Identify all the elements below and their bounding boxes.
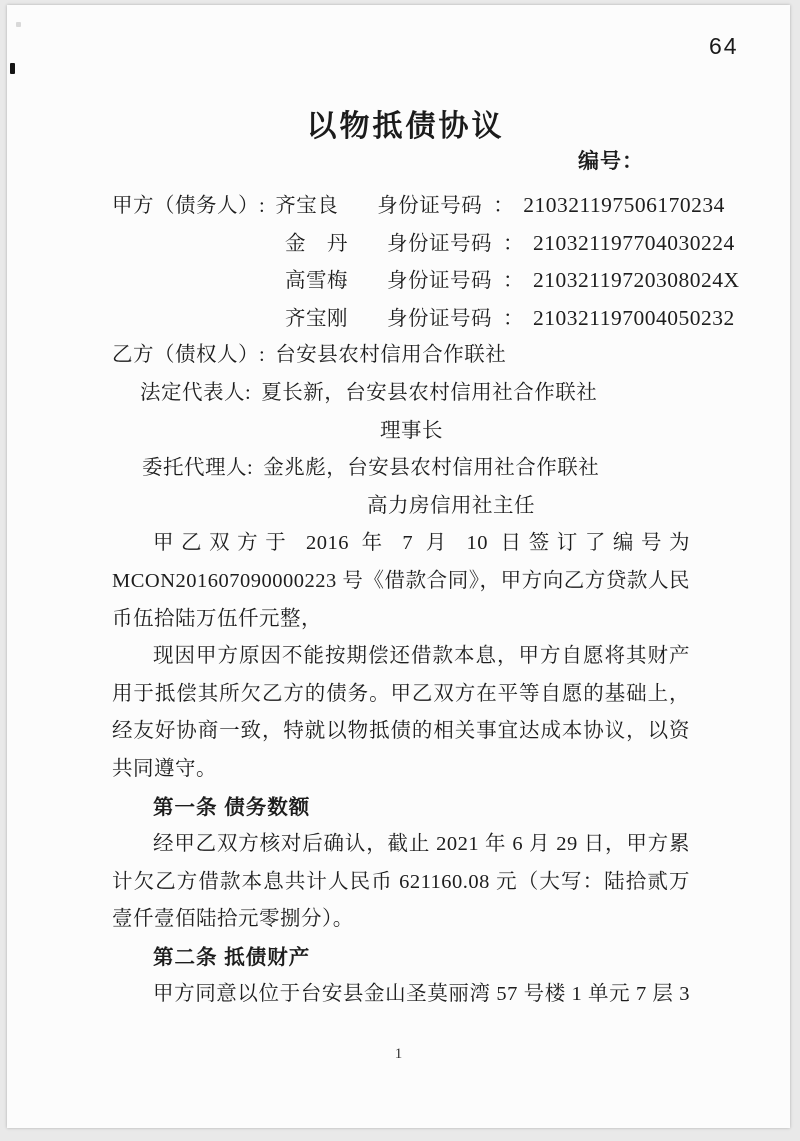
paragraph-line: 甲乙双方于 2016 年 7 月 10 日签订了编号为 [153,532,690,555]
agent-title-row [112,488,690,526]
party-b-row [112,337,690,375]
footer-page-number: 1 [394,1046,403,1062]
id-colon: ： [503,307,524,330]
paragraph-line: MCON201607090000223 号《借款合同》，甲方向乙方贷款人民 [112,569,690,592]
party-b-name: 台安县农村信用合作联社 [275,344,507,367]
debtor-name: 齐宝良 [275,195,339,217]
serial-number-label: 编号： [578,150,644,173]
debtor-name: 高雪梅 [285,270,348,293]
paragraph-line: 甲方同意以位于台安县金山圣莫丽湾 57 号楼 1 单元 7 层 3 [153,983,690,1006]
legal-rep-text: 夏长新，台安县农村信用社合作联社 [261,381,598,404]
id-colon: ： [503,270,524,293]
paragraph-line: 现因甲方原因不能按期偿还借款本息，甲方自愿将其财产 [153,645,690,668]
paragraph-line: 经友好协商一致，特就以物抵债的相关事宜达成本协议，以资 [112,720,690,743]
party-a-row [112,225,735,263]
agent-row [112,450,690,488]
paragraph-line: 用于抵偿其所欠乙方的债务。甲乙双方在平等自愿的基础上， [112,682,690,705]
agent-text: 金兆彪，台安县农村信用社合作联社 [263,457,600,480]
legal-rep-row [112,375,690,413]
article-2-heading: 第二条 抵债财产 [153,945,311,969]
article-1-heading: 第一条 债务数额 [153,795,311,819]
party-b-label: 乙方（债权人）: [112,344,266,367]
agent-label: 委托代理人: [142,457,254,480]
legal-rep-title-row [112,413,690,451]
id-label: 身份证号码 [387,232,492,255]
id-label: 身份证号码 [387,307,492,330]
paragraph-line: 经甲乙双方核对后确认，截止 2021 年 6 月 29 日，甲方累 [153,833,690,856]
party-a-label: 甲方（债务人）: [112,195,266,217]
legal-rep-title: 理事长 [380,419,443,442]
party-a-row [112,262,740,300]
scan-artifact-dot [16,22,21,27]
paragraph-line: 壹仟壹佰陆拾元零捌分）。 [112,908,354,931]
document-title: 以物抵债协议 [306,110,505,143]
legal-rep-label: 法定代表人: [140,381,252,404]
paragraph-line: 币伍拾陆万伍仟元整， [112,607,322,630]
corner-page-number: 64 [709,33,739,59]
paragraph-line: 共同遵守。 [112,757,217,780]
document-body [112,187,740,1014]
id-number: 210321197704030224 [533,230,735,255]
debtor-name: 金 丹 [285,232,348,255]
party-a-row [112,300,735,338]
id-number: 21032119720308024X [533,268,740,293]
id-label: 身份证号码 [387,270,492,293]
paragraph-line: 计欠乙方借款本息共计人民币 621160.08 元（大写：陆拾贰万 [112,870,690,893]
party-a-row [112,187,725,225]
id-colon: ： [493,195,515,217]
id-colon: ： [503,232,524,255]
scan-artifact-mark [10,63,15,74]
agent-title: 高力房信用社主任 [367,494,535,517]
id-number: 210321197004050232 [533,305,735,330]
scanned-document-page [7,5,790,1128]
debtor-name: 齐宝刚 [285,307,348,330]
id-number: 210321197506170234 [523,193,725,217]
id-label: 身份证号码 [377,195,483,217]
